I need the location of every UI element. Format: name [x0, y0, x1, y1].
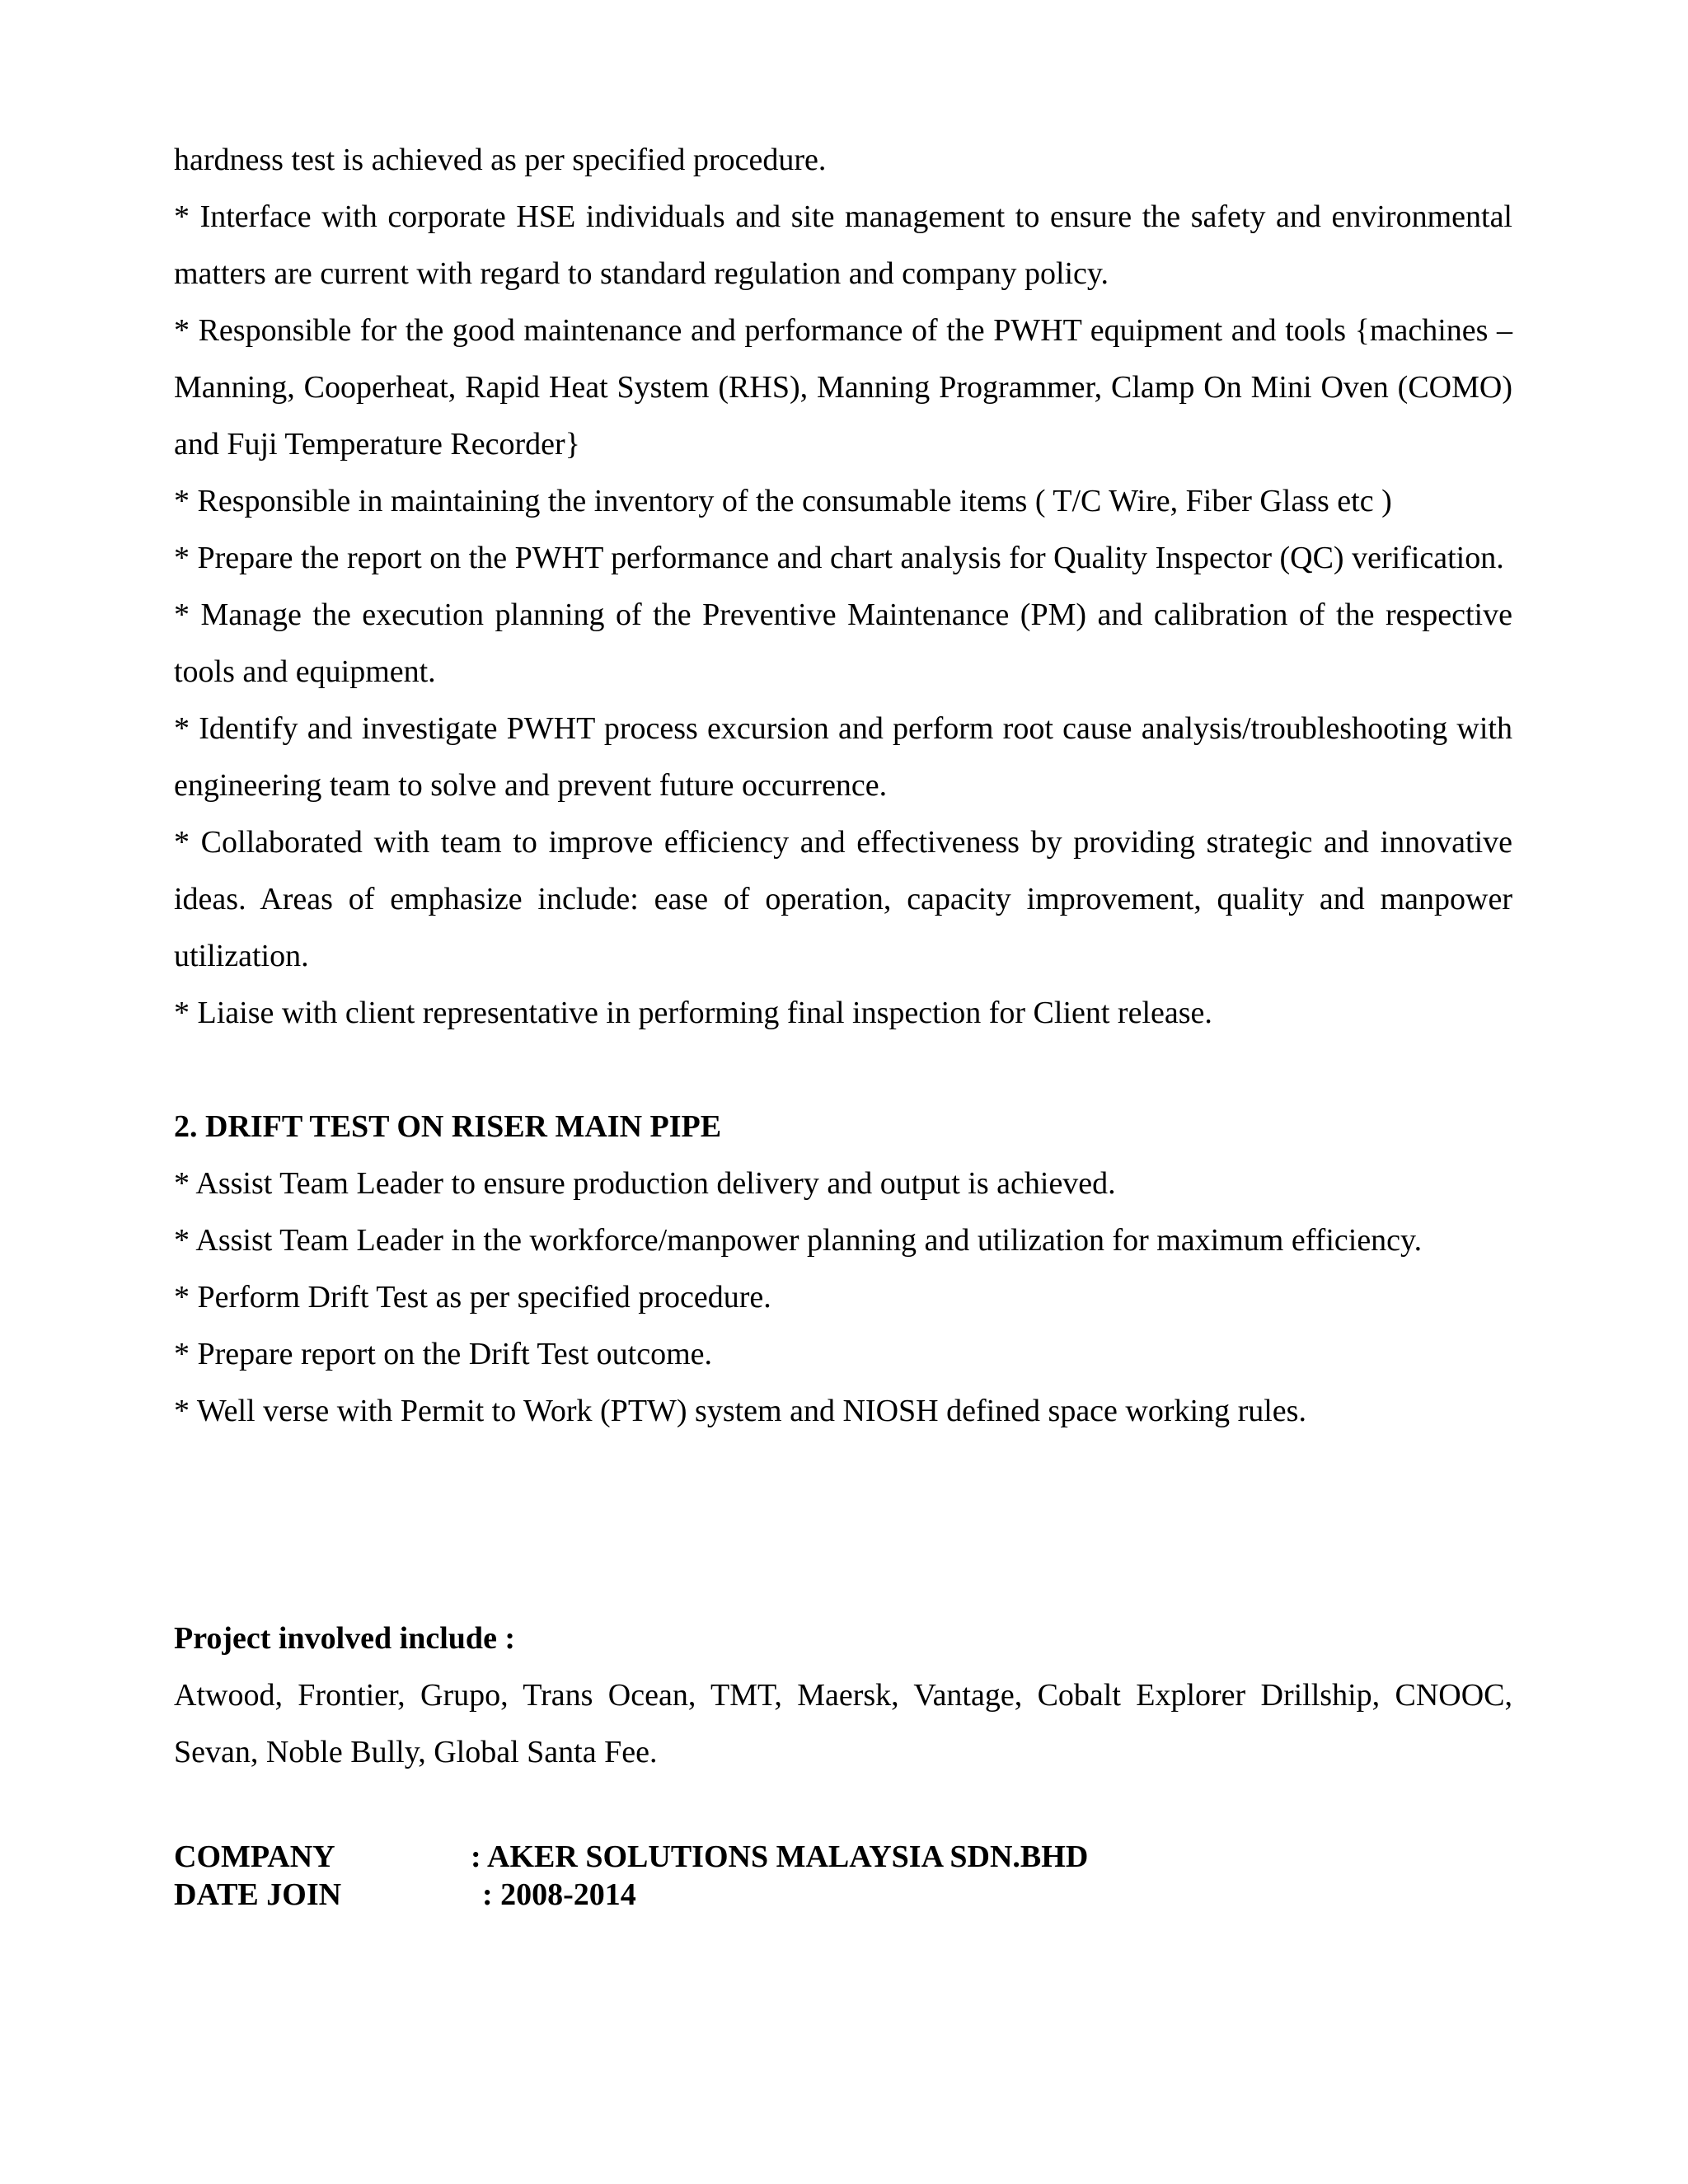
pwht-duty-item: * Interface with corporate HSE individuals and site management to ensure the safety and environmental matters are current with regard to standard regulation and company policy. [174, 199, 1512, 291]
drift-test-item: * Well verse with Permit to Work (PTW) system and NIOSH defined space working rules. [174, 1394, 1306, 1428]
pwht-duty-item: * Liaise with client representative in performing final inspection for Client release. [174, 996, 1212, 1030]
company-value: : AKER SOLUTIONS MALAYSIA SDN.BHD [471, 1840, 1089, 1874]
drift-test-item: * Assist Team Leader to ensure production delivery and output is achieved. [174, 1166, 1116, 1201]
spacer [174, 1781, 1512, 1838]
drift-test-heading: 2. DRIFT TEST ON RISER MAIN PIPE [174, 1109, 722, 1144]
pwht-duty-item: * Manage the execution planning of the Preventive Maintenance (PM) and calibration of the respective tools and equipment. [174, 598, 1512, 689]
pwht-duty-item: hardness test is achieved as per specified procedure. [174, 143, 827, 177]
pwht-duty-item: * Responsible for the good maintenance and performance of the PWHT equipment and tools {machines – Manning, Cooperheat, Rapid Heat System (RHS), Manning Programmer, Clamp On Mini Oven (COMO) and Fuji Temperature Recorder} [174, 313, 1512, 462]
pwht-duty-item: * Identify and investigate PWHT process excursion and perform root cause analysis/troubleshooting with engineering team to solve and prevent future occurrence. [174, 711, 1512, 803]
company-row [174, 1838, 1512, 1876]
projects-heading: Project involved include : [174, 1621, 516, 1656]
pwht-duty-item: * Collaborated with team to improve efficiency and effectiveness by providing strategic and innovative ideas. Areas of emphasize include: ease of operation, capacity improvement, quality and manpower utilization. [174, 825, 1512, 973]
drift-test-item: * Assist Team Leader in the workforce/manpower planning and utilization for maximum efficiency. [174, 1223, 1423, 1258]
page-content [174, 132, 1512, 1914]
spacer [174, 1042, 1512, 1099]
date-join-value: : 2008-2014 [482, 1877, 636, 1912]
drift-test-item: * Perform Drift Test as per specified procedure. [174, 1280, 771, 1315]
spacer [174, 1440, 1512, 1610]
company-label: COMPANY [174, 1840, 335, 1874]
drift-test-item: * Prepare report on the Drift Test outcome. [174, 1337, 712, 1371]
pwht-duty-item: * Responsible in maintaining the inventory of the consumable items ( T/C Wire, Fiber Glass etc ) [174, 484, 1392, 518]
pwht-duty-item: * Prepare the report on the PWHT performance and chart analysis for Quality Inspector (QC) verification. [174, 541, 1504, 575]
projects-list: Atwood, Frontier, Grupo, Trans Ocean, TMT, Maersk, Vantage, Cobalt Explorer Drillship, CNOOC, Sevan, Noble Bully, Global Santa Fee. [174, 1678, 1512, 1769]
date-join-row [174, 1876, 1512, 1914]
date-join-label: DATE JOIN [174, 1877, 342, 1912]
